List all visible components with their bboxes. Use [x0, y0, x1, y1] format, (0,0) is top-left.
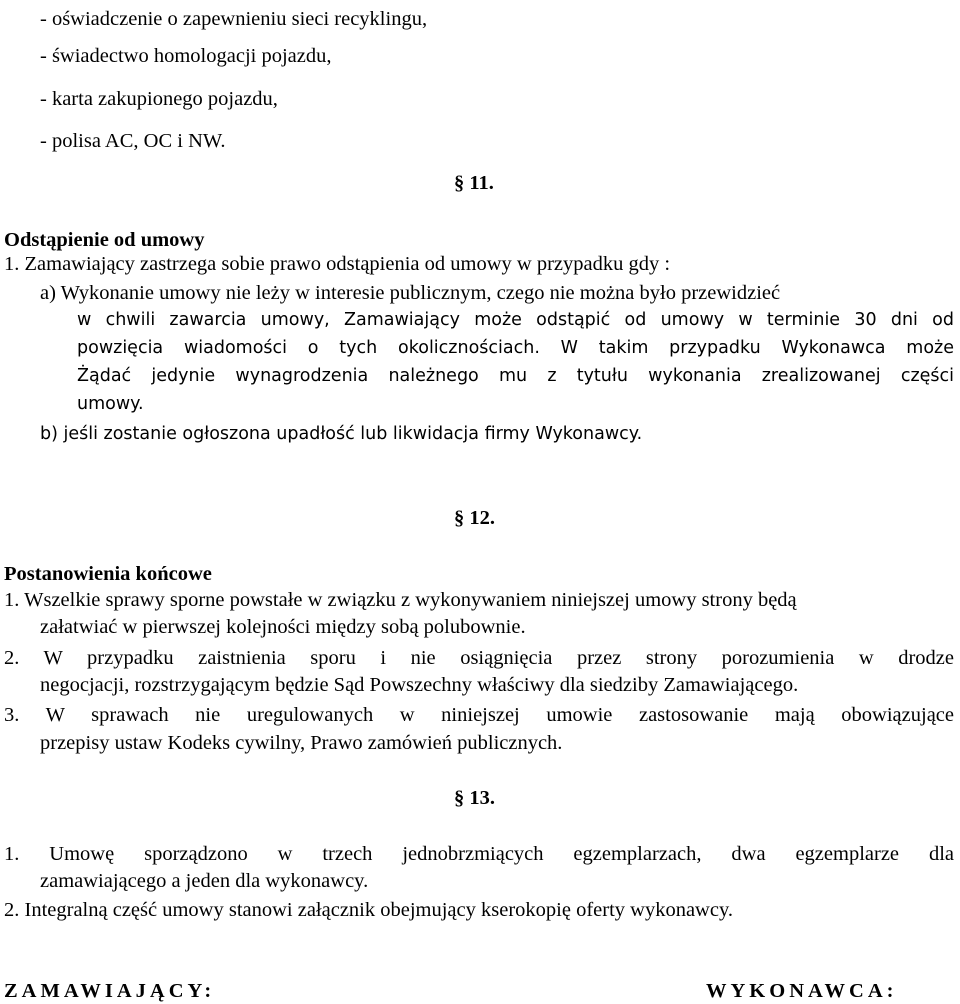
signature-contracting-party: ZAMAWIAJĄCY:	[4, 980, 216, 1002]
section-12-item-2-line-1: 2. W przypadku zaistnienia sporu i nie osiągnięcia przez strony porozumienia w drodze	[4, 647, 954, 669]
section-13-marker: § 13.	[454, 787, 495, 809]
section-11-item-a-line-5: umowy.	[77, 394, 144, 414]
section-12-marker: § 12.	[454, 507, 495, 529]
section-12-item-2-line-2: negocjacji, rozstrzygającym będzie Sąd Powszechny właściwy dla siedziby Zamawiającego.	[40, 674, 799, 696]
section-11-item-1: 1. Zamawiający zastrzega sobie prawo odstąpienia od umowy w przypadku gdy :	[4, 253, 671, 275]
section-11-item-a-line-3: powzięcia wiadomości o tych okolicznościach. W takim przypadku Wykonawca może	[77, 338, 954, 358]
section-12-heading: Postanowienia końcowe	[4, 563, 212, 585]
section-11-item-a-line-4: Żądać jedynie wynagrodzenia należnego mu z tytułu wykonania zrealizowanej części	[77, 366, 954, 386]
section-11-item-b: b) jeśli zostanie ogłoszona upadłość lub likwidacja firmy Wykonawcy.	[40, 424, 643, 444]
section-12-item-3-line-1: 3. W sprawach nie uregulowanych w niniejszej umowie zastosowanie mają obowiązujące	[4, 704, 954, 726]
section-11-marker: § 11.	[454, 172, 494, 194]
section-12-item-1-line-1: 1. Wszelkie sprawy sporne powstałe w związku z wykonywaniem niniejszej umowy strony będą	[4, 589, 797, 611]
section-12-item-3-line-2: przepisy ustaw Kodeks cywilny, Prawo zamówień publicznych.	[40, 732, 563, 754]
list-item-recycling: - oświadczenie o zapewnieniu sieci recyklingu,	[40, 8, 428, 30]
section-11-item-a-line-2: w chwili zawarcia umowy, Zamawiający może odstąpić od umowy w terminie 30 dni od	[77, 310, 954, 330]
section-11-heading: Odstąpienie od umowy	[4, 229, 205, 251]
list-item-insurance: - polisa AC, OC i NW.	[40, 130, 226, 152]
signature-contractor: WYKONAWCA:	[706, 980, 898, 1002]
section-11-item-a-line-1: a) Wykonanie umowy nie leży w interesie publicznym, czego nie można było przewidzieć	[40, 282, 781, 304]
list-item-homologation: - świadectwo homologacji pojazdu,	[40, 45, 332, 67]
section-13-item-1-line-2: zamawiającego a jeden dla wykonawcy.	[40, 870, 369, 892]
section-13-item-2: 2. Integralną część umowy stanowi załącznik obejmujący kserokopię oferty wykonawcy.	[4, 899, 734, 921]
section-13-item-1-line-1: 1. Umowę sporządzono w trzech jednobrzmiących egzemplarzach, dwa egzemplarze dla	[4, 843, 954, 865]
section-12-item-1-line-2: załatwiać w pierwszej kolejności między sobą polubownie.	[40, 616, 526, 638]
list-item-vehicle-card: - karta zakupionego pojazdu,	[40, 88, 278, 110]
